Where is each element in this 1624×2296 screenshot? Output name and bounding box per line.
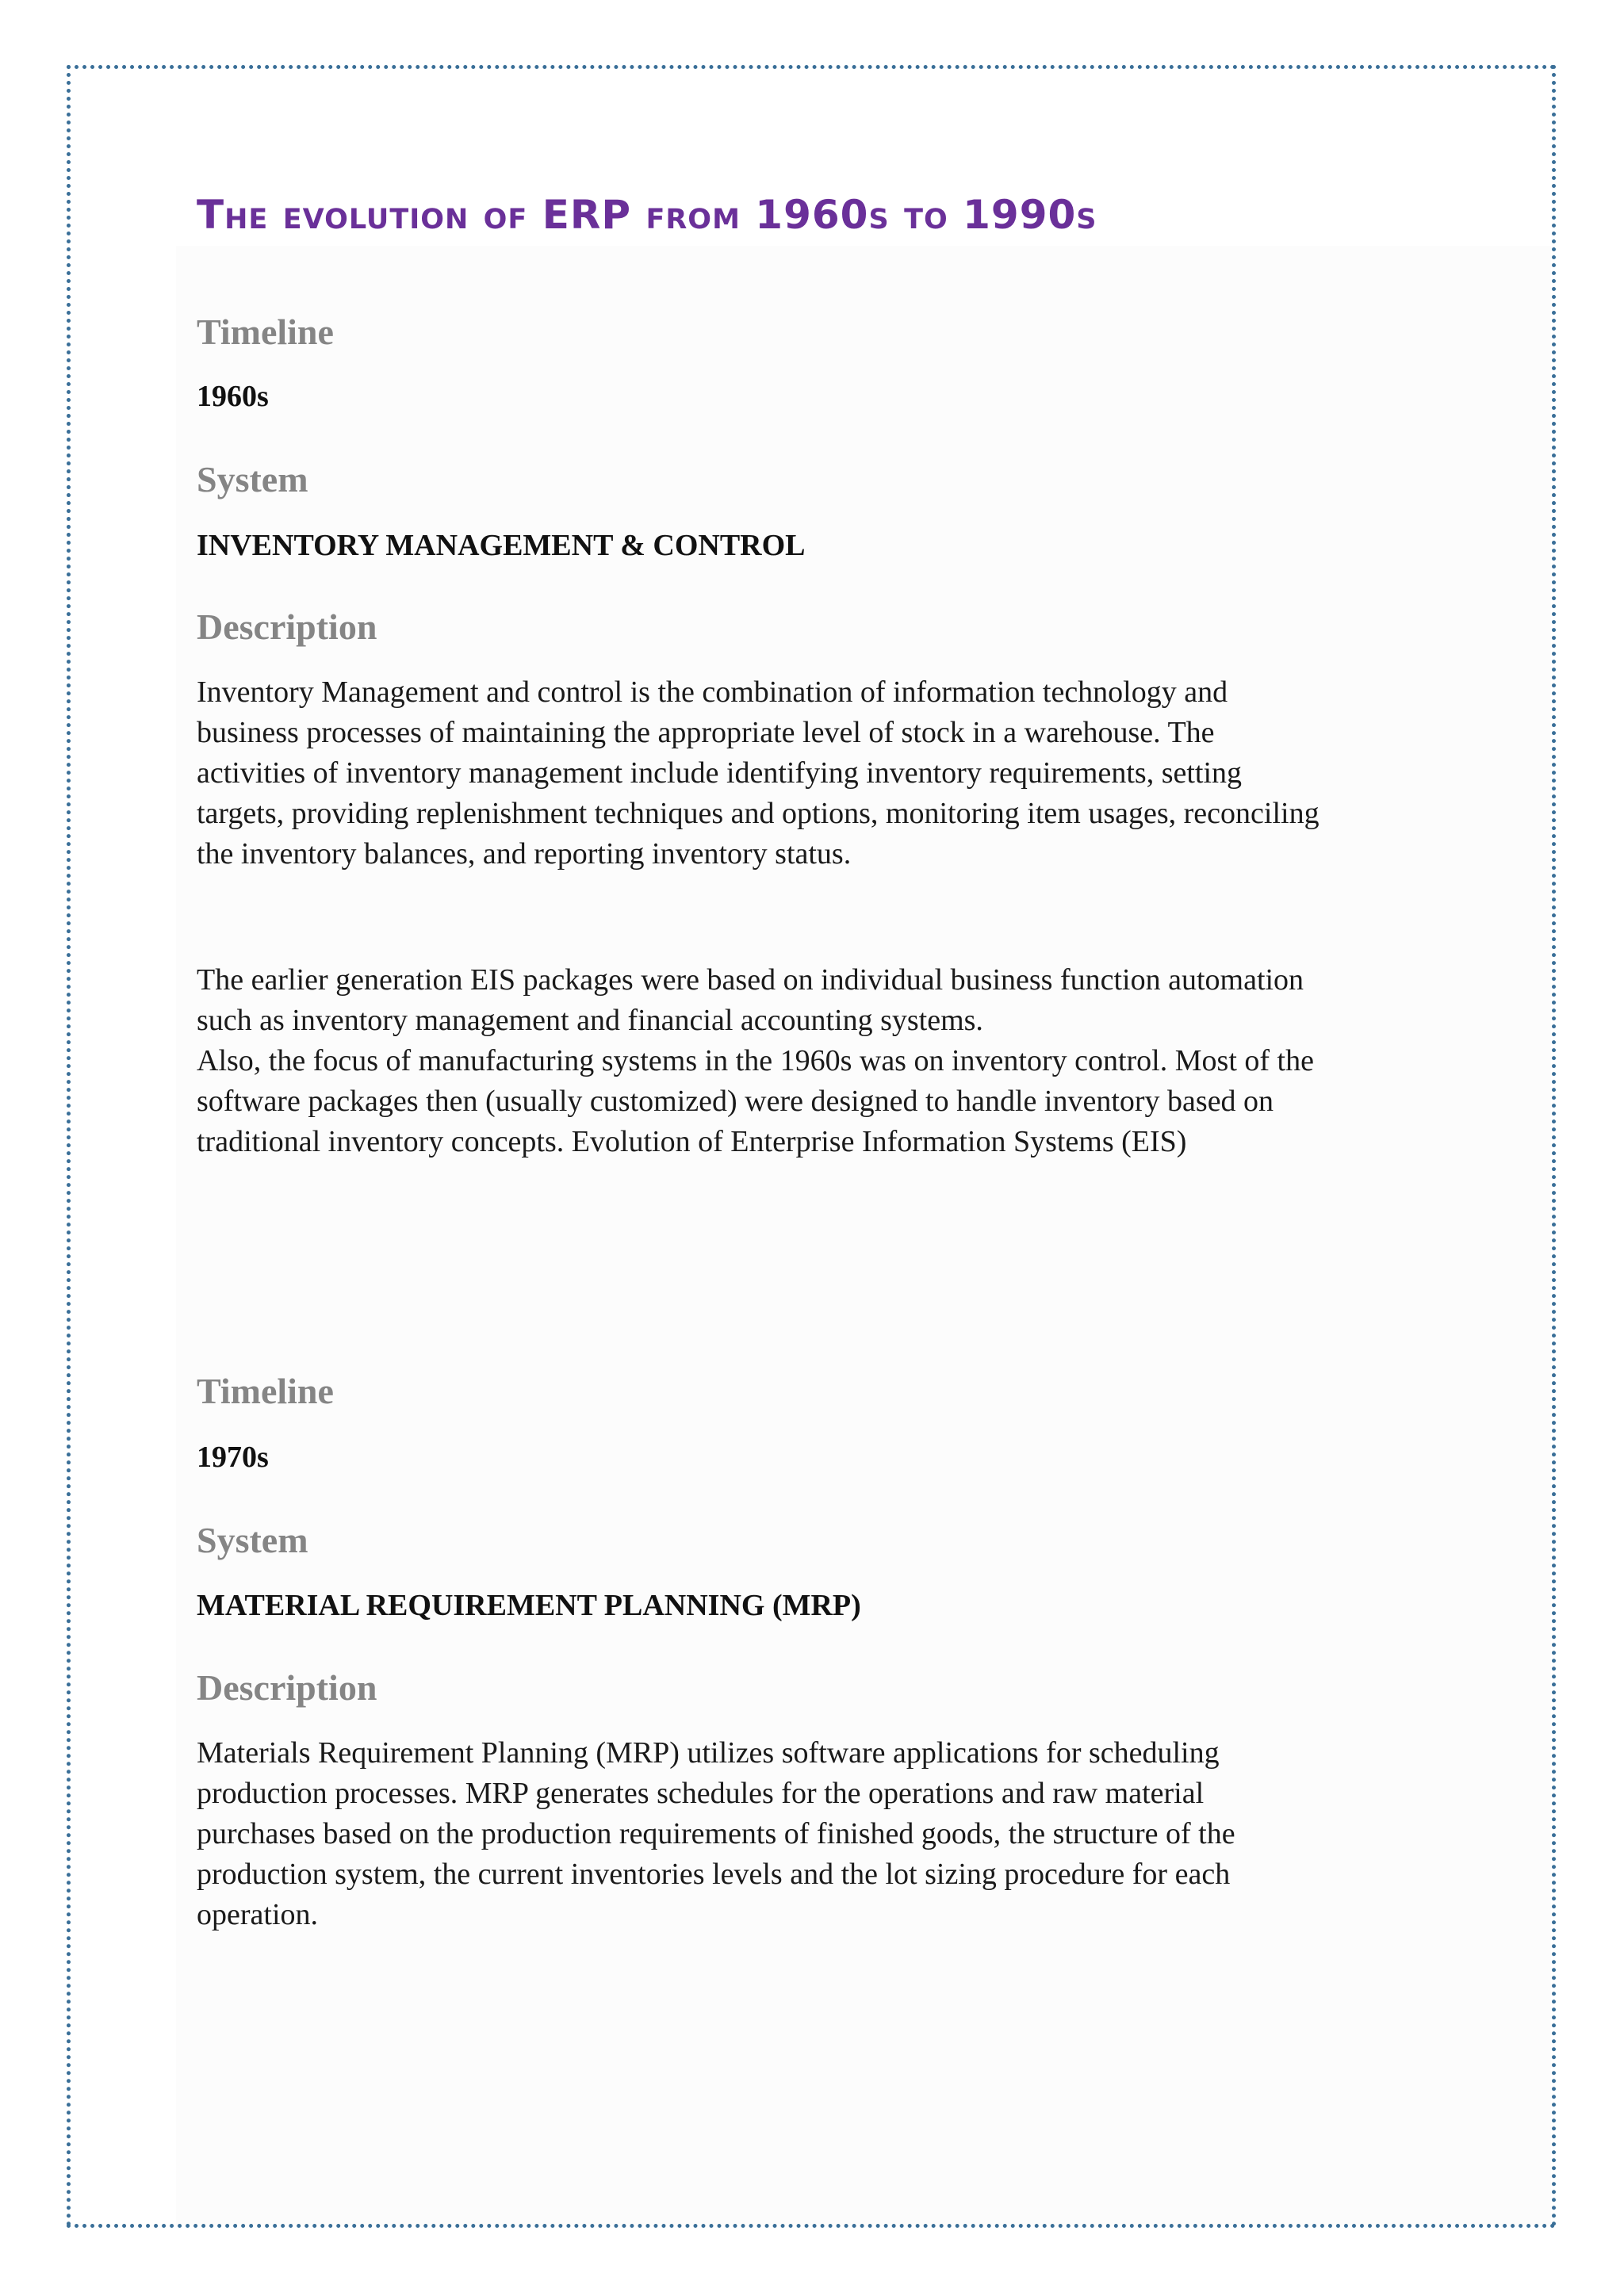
description-label: Description — [197, 1667, 377, 1708]
system-value: INVENTORY MANAGEMENT & CONTROL — [197, 529, 806, 562]
description-line: Materials Requirement Planning (MRP) utilizes software applications for scheduling — [197, 1736, 1220, 1770]
description-line: Inventory Management and control is the combination of information technology and — [197, 675, 1228, 709]
description-paragraph — [197, 672, 1465, 874]
system-value: MATERIAL REQUIREMENT PLANNING (MRP) — [197, 1589, 861, 1622]
context-line: Also, the focus of manufacturing systems in the 1960s was on inventory control. Most of the — [197, 1044, 1314, 1077]
description-line: targets, providing replenishment techniques and options, monitoring item usages, reconciling — [197, 797, 1320, 830]
description-line: operation. — [197, 1898, 319, 1931]
description-label: Description — [197, 607, 377, 647]
timeline-value: 1960s — [197, 380, 269, 413]
timeline-value: 1970s — [197, 1441, 269, 1474]
description-line: production processes. MRP generates schedules for the operations and raw material — [197, 1777, 1205, 1810]
context-line: such as inventory management and financial accounting systems. — [197, 1004, 983, 1037]
timeline-label: Timeline — [197, 1371, 334, 1411]
description-line: the inventory balances, and reporting inventory status. — [197, 837, 852, 871]
context-paragraph — [197, 960, 1465, 1162]
description-line: production system, the current inventories levels and the lot sizing procedure for each — [197, 1858, 1231, 1891]
document-title: The evolution of ERP from 1960s to 1990s — [197, 192, 1097, 238]
system-label: System — [197, 1520, 308, 1560]
context-line: The earlier generation EIS packages were based on individual business function automation — [197, 963, 1304, 997]
description-paragraph — [197, 1733, 1465, 1935]
timeline-label: Timeline — [197, 312, 334, 352]
description-line: activities of inventory management include identifying inventory requirements, setting — [197, 756, 1243, 790]
description-line: purchases based on the production requirements of finished goods, the structure of the — [197, 1817, 1235, 1850]
context-line: traditional inventory concepts. Evolution of Enterprise Information Systems (EIS) — [197, 1125, 1187, 1158]
description-line: business processes of maintaining the appropriate level of stock in a warehouse. The — [197, 716, 1215, 749]
system-label: System — [197, 459, 308, 499]
context-line: software packages then (usually customized) were designed to handle inventory based on — [197, 1085, 1274, 1118]
